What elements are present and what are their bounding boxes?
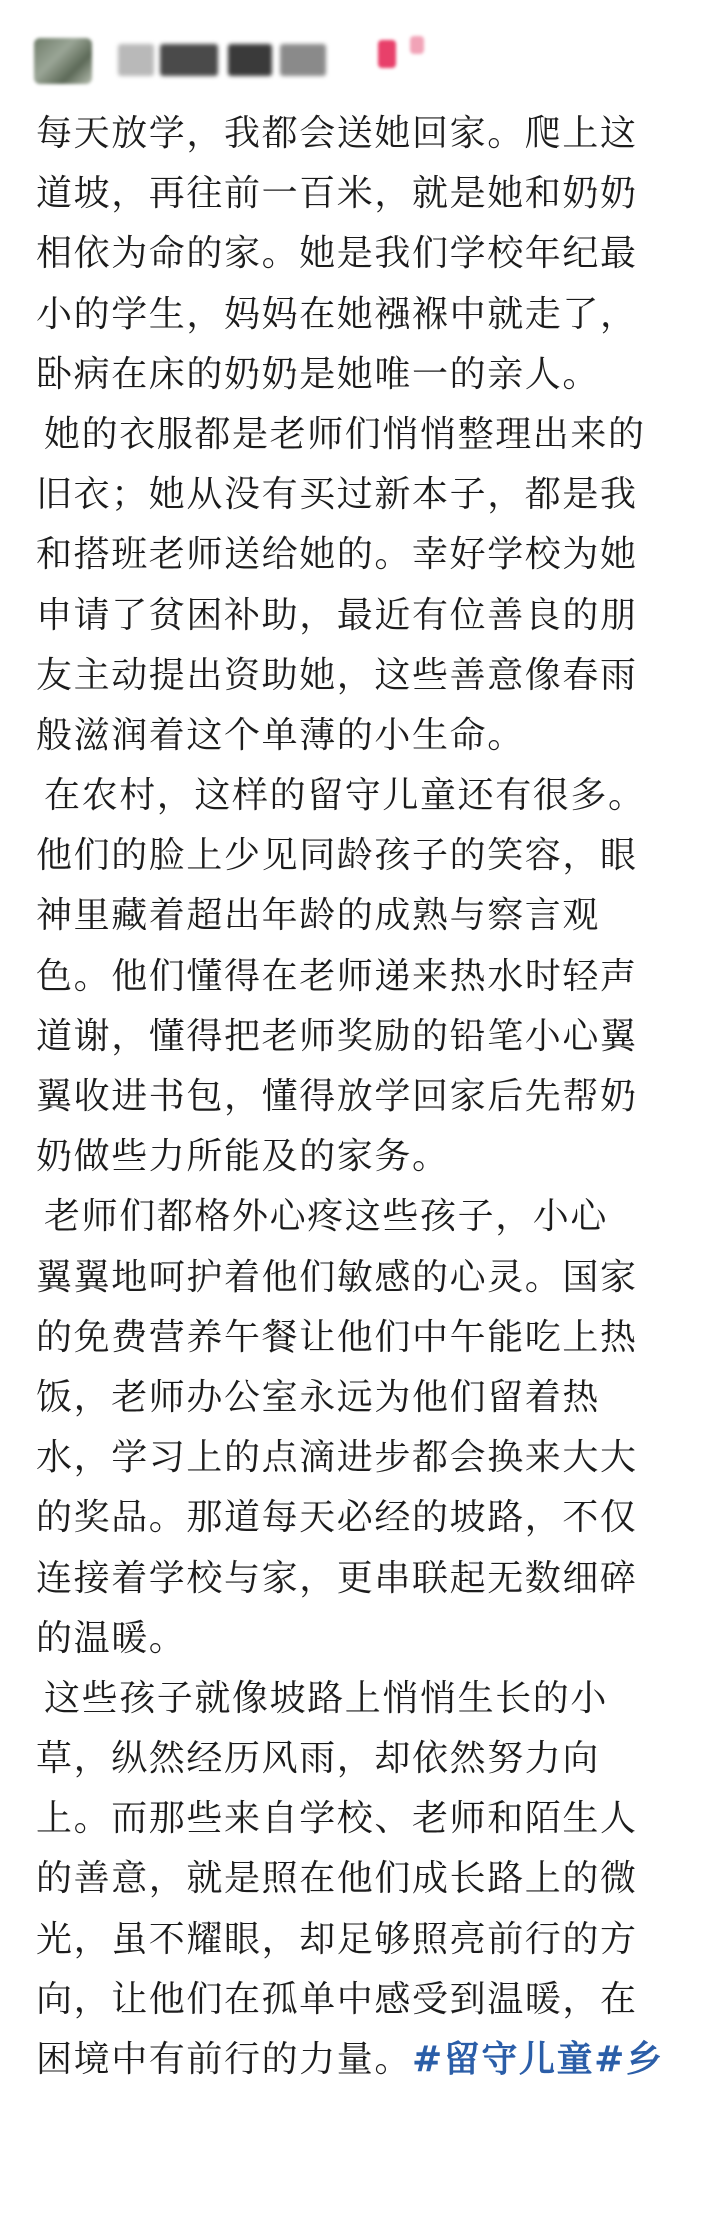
text-line: 相依为命的家。她是我们学校年纪最 xyxy=(36,233,638,275)
post-body xyxy=(36,104,686,2090)
text-line: 色。他们懂得在老师递来热水时轻声 xyxy=(36,955,638,997)
blurred-badge-icon xyxy=(410,36,424,54)
text-line: 向，让他们在孤单中感受到温暖，在 xyxy=(36,1978,638,2020)
text-line: 的奖品。那道每天必经的坡路，不仅 xyxy=(36,1497,638,1539)
blurred-username[interactable] xyxy=(280,44,326,76)
text-line: 小的学生，妈妈在她襁褓中就走了， xyxy=(36,293,638,335)
text-line: 连接着学校与家，更串联起无数细碎 xyxy=(36,1557,638,1599)
text-line: 水，学习上的点滴进步都会换来大大 xyxy=(36,1437,638,1479)
text-line: 翼翼地呵护着他们敏感的心灵。国家 xyxy=(36,1256,638,1298)
hashtag-link[interactable]: #留守儿童#乡 xyxy=(412,2039,664,2080)
text-line: 的免费营养午餐让他们中午能吃上热 xyxy=(36,1316,638,1358)
text-line: 他们的脸上少见同龄孩子的笑容，眼 xyxy=(36,835,638,877)
text-line: 翼收进书包，懂得放学回家后先帮奶 xyxy=(36,1076,638,1117)
text-line: 草，纵然经历风雨，却依然努力向 xyxy=(36,1738,601,1780)
text-line: 卧病在床的奶奶是她唯一的亲人。 xyxy=(36,353,601,395)
post-header xyxy=(0,0,720,118)
text-line: 饭，老师办公室永远为他们留着热 xyxy=(36,1376,601,1418)
blurred-username[interactable] xyxy=(228,44,272,76)
blurred-badge-icon xyxy=(378,40,396,68)
text-line: 友主动提出资助她，这些善意像春雨 xyxy=(36,654,638,696)
text-line: 申请了贫困补助，最近有位善良的朋 xyxy=(36,594,638,636)
text-line: 老师们都格外心疼这些孩子，小心 xyxy=(44,1196,609,1238)
text-line: 旧衣；她从没有买过新本子，都是我 xyxy=(36,474,638,516)
text-line: 的温暖。 xyxy=(36,1617,187,1659)
text-line: 每天放学，我都会送她回家。爬上这 xyxy=(36,113,638,154)
text-line: 般滋润着这个单薄的小生命。 xyxy=(36,714,525,756)
text-line: 她的衣服都是老师们悄悄整理出来的 xyxy=(44,413,646,455)
text-line-segment: 困境中有前行的力量。 xyxy=(36,2039,413,2080)
text-line: 的善意，就是照在他们成长路上的微 xyxy=(36,1858,638,1900)
text-line: 神里藏着超出年龄的成熟与察言观 xyxy=(36,895,601,937)
text-line: 上。而那些来自学校、老师和陌生人 xyxy=(36,1798,638,1840)
user-avatar[interactable] xyxy=(34,38,92,84)
blurred-username[interactable] xyxy=(160,44,218,76)
text-line: 这些孩子就像坡路上悄悄生长的小 xyxy=(44,1677,609,1719)
last-text-line xyxy=(36,2030,686,2090)
text-line: 道坡，再往前一百米，就是她和奶奶 xyxy=(36,173,638,215)
text-line: 道谢，懂得把老师奖励的铅笔小心翼 xyxy=(36,1015,638,1057)
text-line: 奶做些力所能及的家务。 xyxy=(36,1136,450,1178)
text-line: 在农村，这样的留守儿童还有很多。 xyxy=(44,775,646,817)
text-line: 光，虽不耀眼，却足够照亮前行的方 xyxy=(36,1918,638,1960)
text-line: 和搭班老师送给她的。幸好学校为她 xyxy=(36,534,638,576)
blurred-username[interactable] xyxy=(118,44,154,76)
